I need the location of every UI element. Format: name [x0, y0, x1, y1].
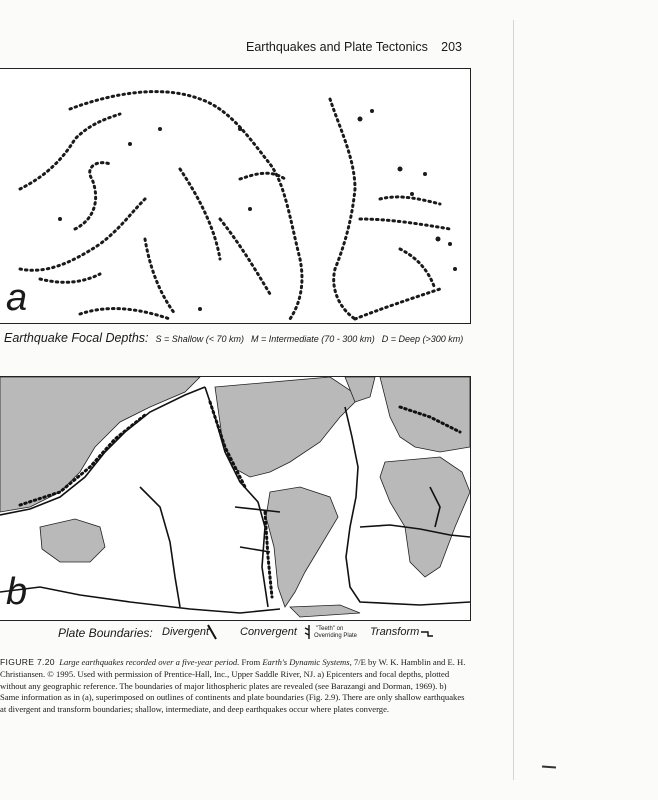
depth-intermediate: M = Intermediate (70 - 300 km): [250, 334, 375, 344]
teeth-note-1: "Teeth" on: [316, 626, 344, 632]
page-mark: [542, 766, 556, 769]
teeth-note-2: Overriding Plate: [314, 633, 358, 639]
transform-symbol-icon: [420, 628, 434, 642]
figure-caption: [0, 657, 466, 716]
antarctica-landmass: [290, 605, 360, 617]
figure-panel-b: [0, 376, 471, 621]
depth-shallow: S = Shallow (< 70 km): [155, 334, 245, 344]
depth-legend: [4, 331, 463, 345]
plate-boundary-map: [0, 377, 470, 620]
divergent-label: Divergent: [162, 626, 210, 638]
page-number: 203: [441, 40, 462, 54]
panel-letter-a: a: [6, 277, 28, 319]
caption-source-prefix: From: [241, 657, 261, 667]
running-header: [246, 40, 462, 54]
page-gutter-line: [513, 20, 514, 780]
depth-legend-title: Earthquake Focal Depths:: [4, 331, 149, 345]
running-title: Earthquakes and Plate Tectonics: [246, 40, 428, 54]
boundary-legend-title: Plate Boundaries:: [58, 626, 153, 640]
figure-panel-a: [0, 68, 471, 324]
south-america-landmass: [266, 487, 338, 607]
australia-landmass: [40, 519, 105, 562]
africa-landmass: [380, 457, 470, 577]
figure-title: Large earthquakes recorded over a five-year period.: [59, 657, 240, 667]
figure-label: FIGURE 7.20: [0, 657, 55, 667]
divergent-symbol-icon: [206, 624, 218, 643]
transform-label: Transform: [370, 626, 420, 638]
epicenter-plot: [0, 69, 470, 323]
caption-book-title: Earth's Dynamic Systems,: [262, 657, 352, 667]
asia-landmass: [0, 377, 200, 512]
north-america-landmass: [215, 377, 360, 477]
caption-body: 7/E by W. K. Hamblin and E. H. Christiansen. © 1995. Used with permission of Prentice-Hall, Inc., Upper Saddle River, NJ. a) Epicenters and focal depths, plotted without any geographic reference. The boundaries of major lithospheric plates are revealed (see Barazangi and Dorman, 1969). b) Same information as in (a), superimposed on outlines of continents and plate boundaries (Fig. 2.9). There are only shallow earthquakes at divergent and transform boundaries; shallow, intermediate, and deep earthquakes occur where plates converge.: [0, 657, 466, 715]
convergent-label: Convergent: [240, 626, 297, 638]
depth-deep: D = Deep (>300 km): [381, 334, 464, 344]
convergent-teeth-icon: [304, 624, 314, 643]
panel-letter-b: b: [6, 571, 28, 613]
